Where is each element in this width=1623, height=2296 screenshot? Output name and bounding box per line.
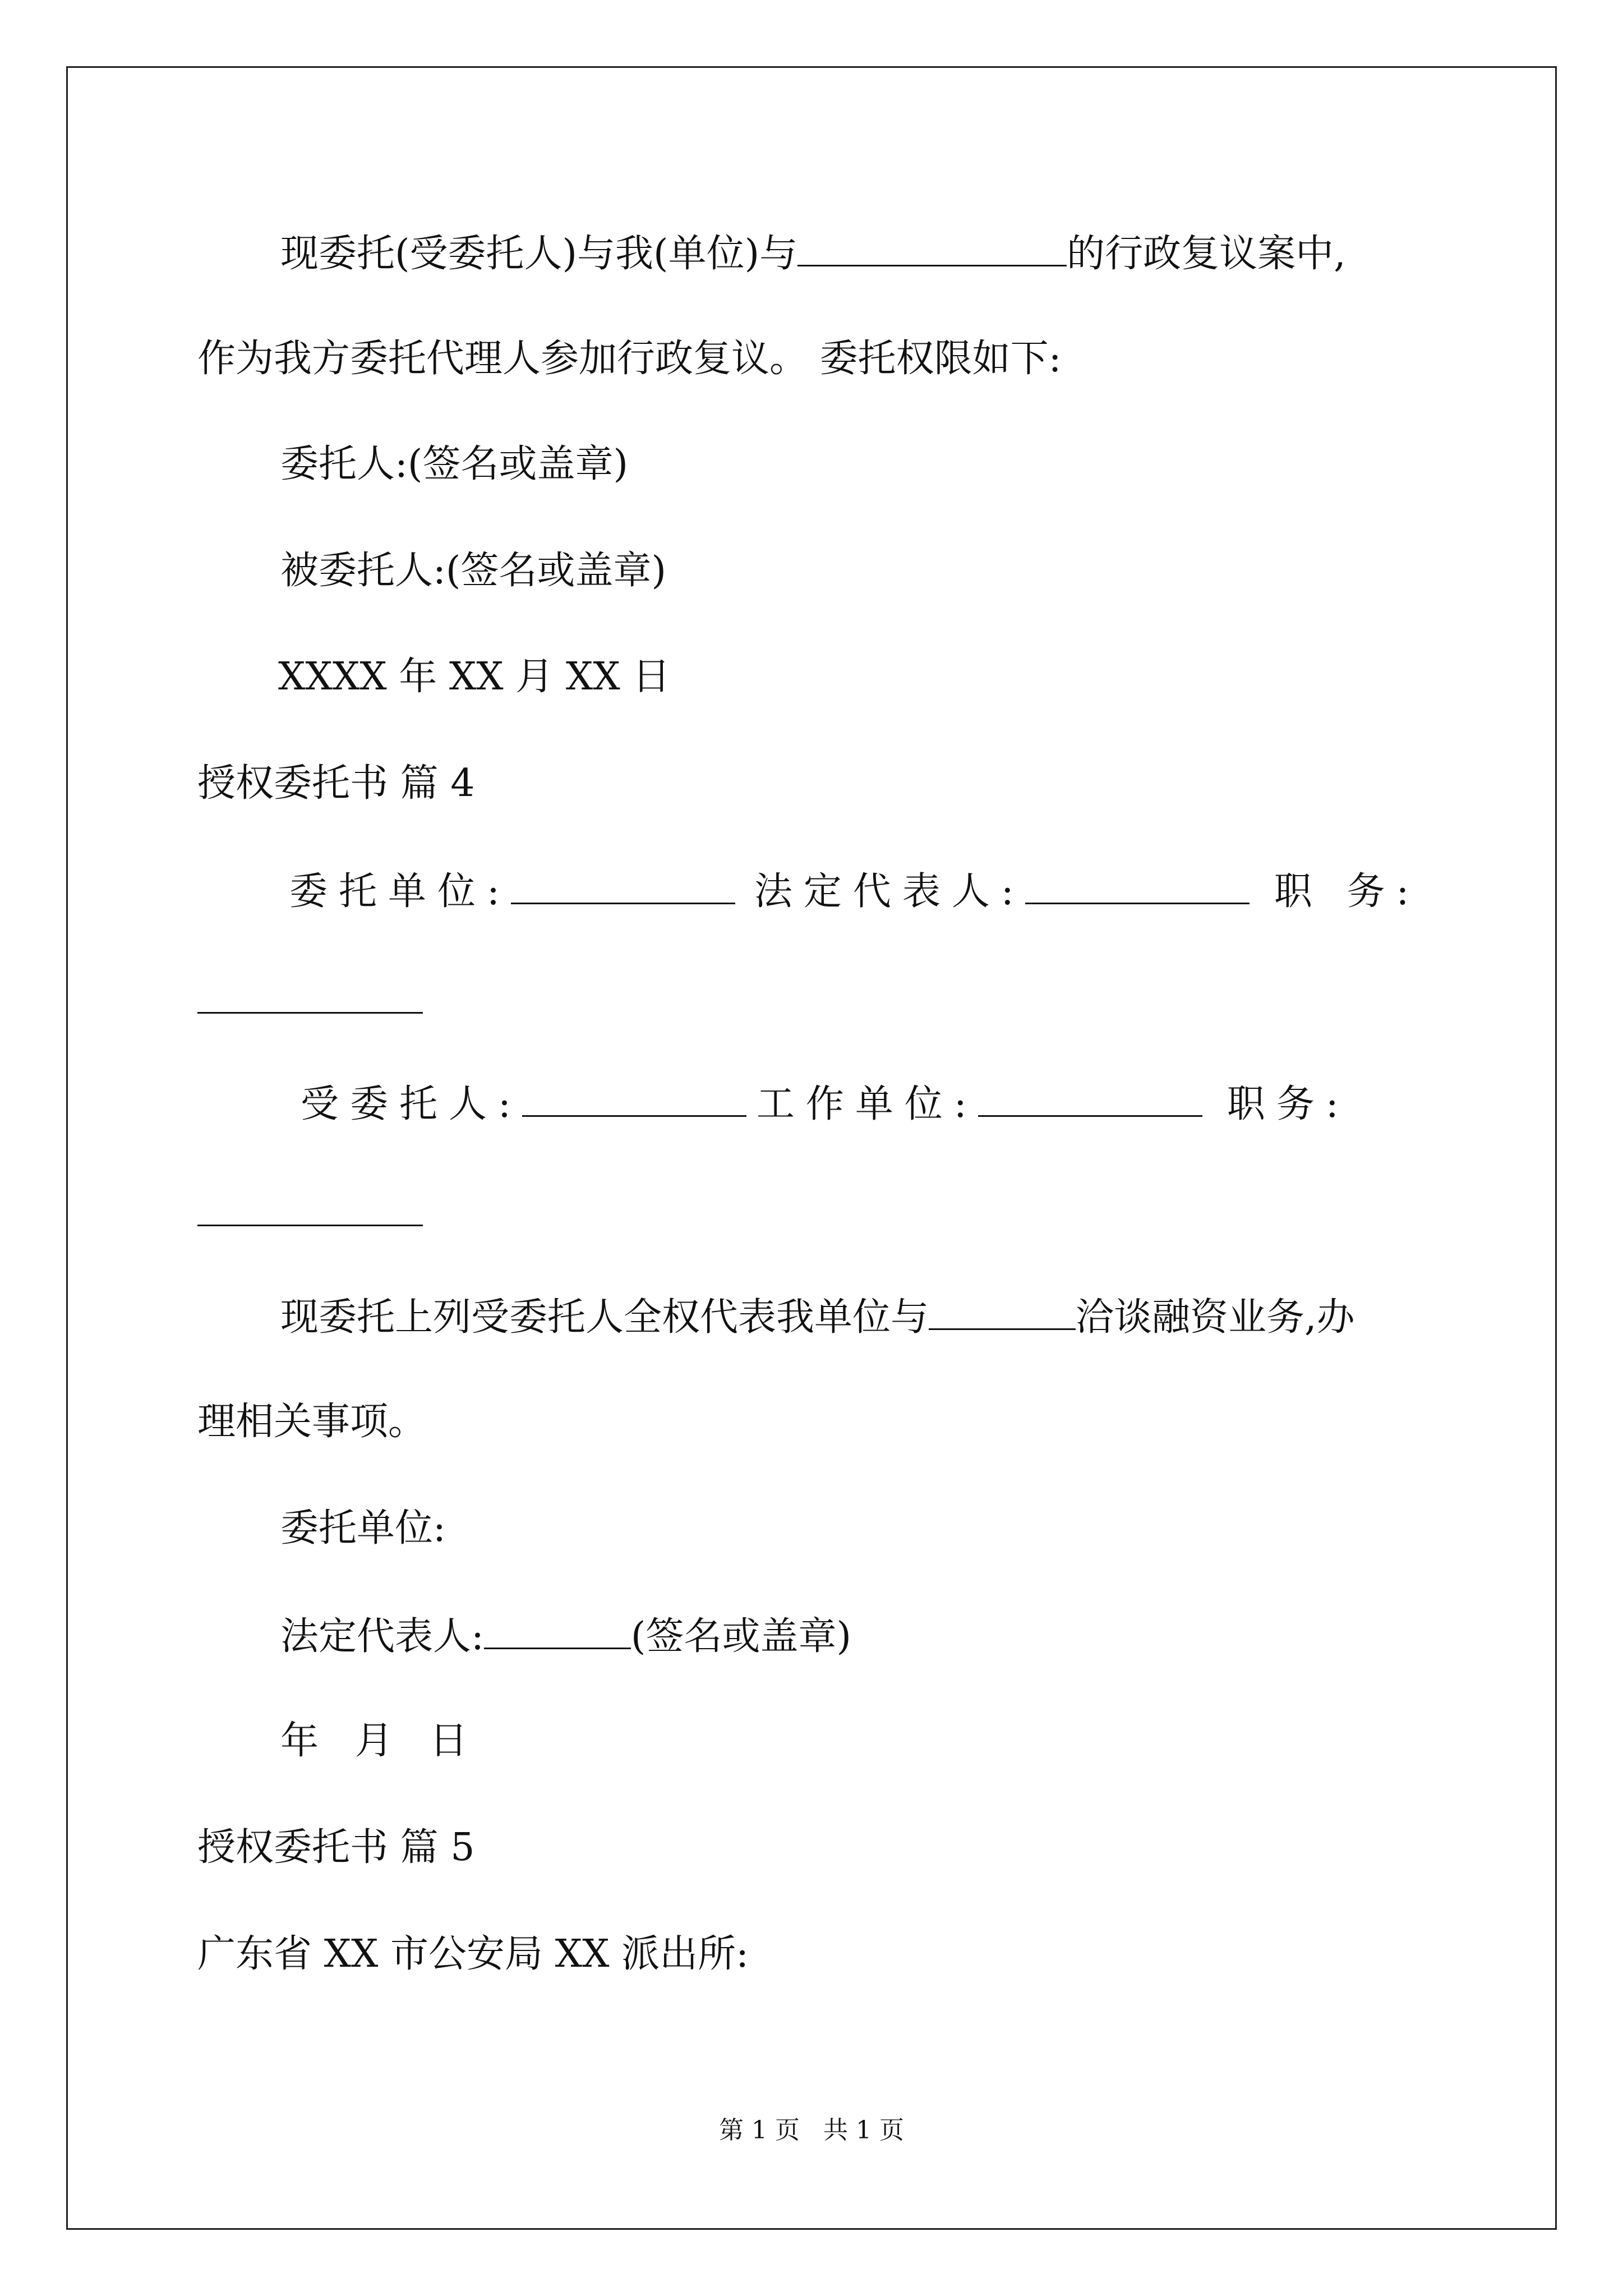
field-label: 委托单位:: [289, 869, 511, 914]
agent-signature-line: 被委托人:(签名或盖章): [280, 549, 666, 593]
section-heading: 授权委托书 篇 4: [197, 761, 475, 806]
paragraph-line: 作为我方委托代理人参加行政复议。 委托权限如下:: [197, 337, 1062, 381]
field-label: 受委托人:: [301, 1082, 522, 1126]
field-label: 工作单位:: [756, 1082, 978, 1126]
date-line: XXXX 年 XX 月 XX 日: [278, 655, 671, 699]
text-segment: 现委托(受委托人)与我(单位)与: [280, 232, 798, 276]
fill-in-blank: [978, 1080, 1202, 1117]
section-heading: 授权委托书 篇 5: [197, 1825, 475, 1870]
text-segment: 的行政复议案中,: [1067, 232, 1346, 276]
principal-signature-line: 委托人:(签名或盖章): [280, 442, 628, 486]
fill-in-blank: [484, 1613, 631, 1649]
fill-in-blank: [522, 1080, 746, 1117]
field-label: 职务:: [1227, 1082, 1350, 1126]
paragraph-line: [280, 230, 1346, 277]
signature-rep-line: [280, 1613, 851, 1659]
page-frame: [66, 66, 1557, 2230]
addressee-line: 广东省 XX 市公安局 XX 派出所:: [197, 1932, 749, 1976]
fill-in-blank: [197, 1012, 423, 1014]
text-segment: (签名或盖章): [630, 1614, 851, 1659]
field-label: 法定代表人:: [280, 1614, 484, 1659]
text-segment: 现委托上列受委托人全权代表我单位与: [280, 1295, 929, 1340]
form-row: [289, 868, 1420, 914]
field-label: 职 务:: [1274, 869, 1421, 914]
paragraph-line: 理相关事项。: [197, 1400, 427, 1444]
text-segment: 洽谈融资业务,办: [1076, 1295, 1355, 1340]
field-label: 法定代表人:: [754, 869, 1025, 914]
fill-in-blank: [929, 1294, 1076, 1330]
fill-in-blank: [1025, 868, 1249, 904]
fill-in-blank: [511, 868, 735, 904]
fill-in-blank: [197, 1225, 423, 1226]
date-line: 年 月 日: [280, 1719, 468, 1763]
page-footer: 第 1 页 共 1 页: [719, 2116, 904, 2145]
signature-unit-line: 委托单位:: [280, 1506, 446, 1550]
paragraph-line: [280, 1294, 1355, 1340]
fill-in-blank: [797, 230, 1067, 266]
form-row: [301, 1080, 1350, 1127]
